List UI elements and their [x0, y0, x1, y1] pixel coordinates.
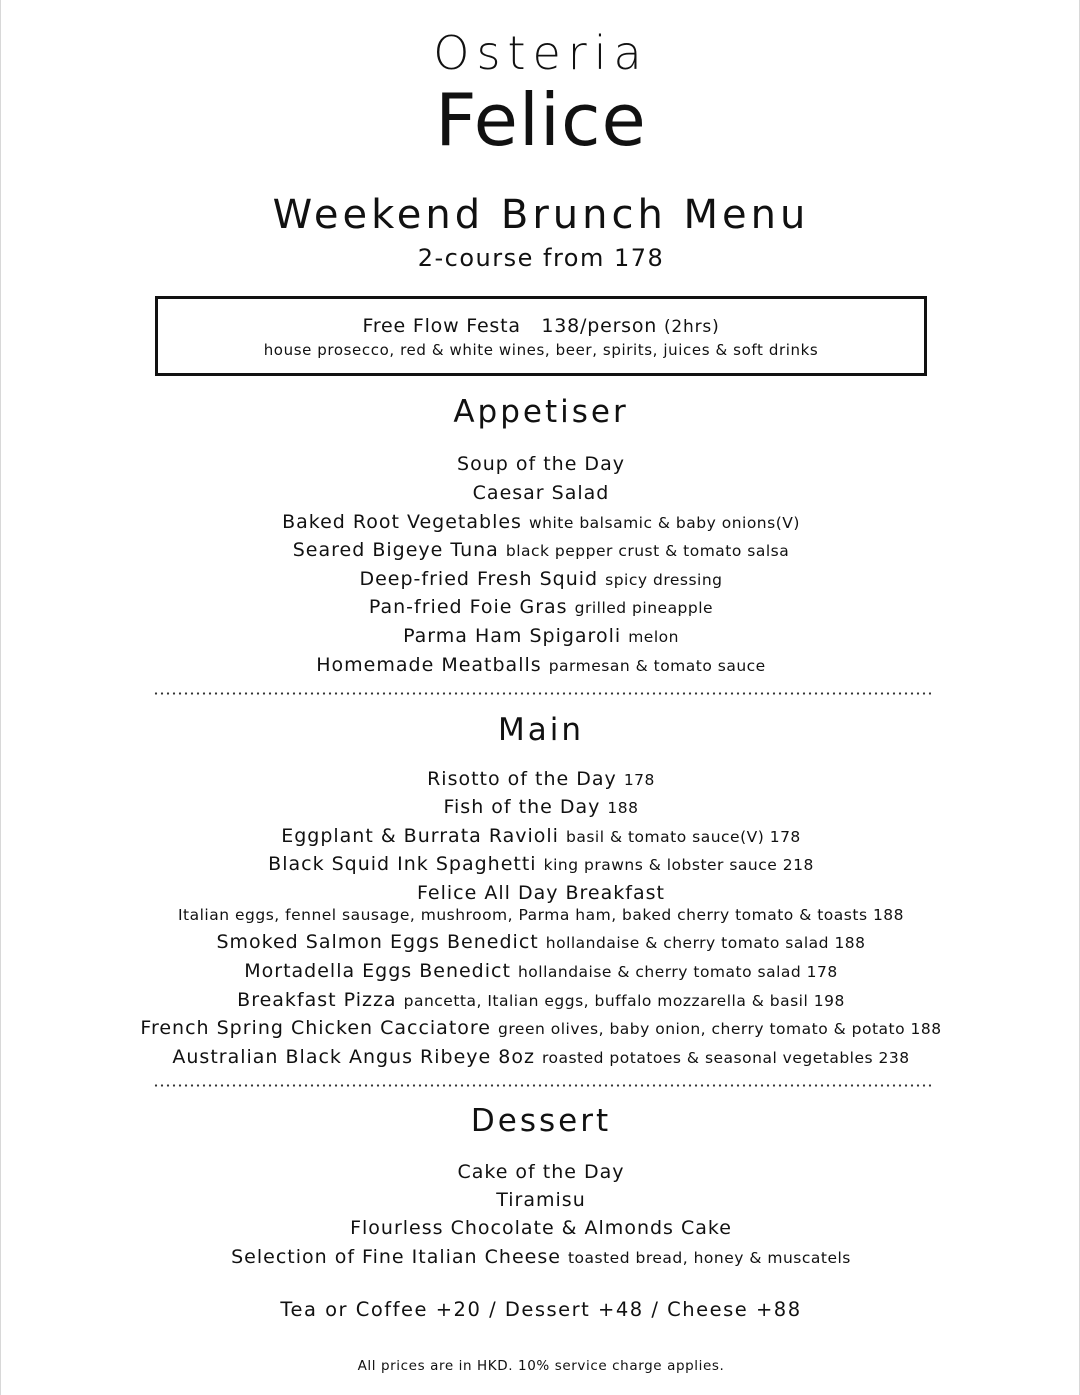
item-name: French Spring Chicken Cacciatore [140, 1017, 491, 1039]
menu-item [1, 565, 1080, 594]
free-flow-duration: (2hrs) [664, 317, 720, 337]
add-ons-line: Tea or Coffee +20 / Dessert +48 / Cheese +88 [280, 1298, 802, 1321]
menu-item [1, 1158, 1080, 1186]
free-flow-description: house prosecco, red & white wines, beer, spirits, juices & soft drinks [263, 341, 819, 359]
menu-item [1, 1014, 1080, 1043]
menu-item [1, 957, 1080, 986]
menu-item [1, 593, 1080, 622]
item-name: Breakfast Pizza [237, 989, 397, 1011]
item-name: Cake of the Day [457, 1161, 625, 1183]
item-description: parmesan & tomato sauce [548, 657, 766, 675]
menu-item [1, 479, 1080, 507]
brand-name-line1: Osteria [433, 26, 649, 80]
item-description: melon [628, 628, 679, 646]
brand-name-line2: Felice [435, 78, 647, 162]
item-price: 178 [623, 771, 655, 789]
section-title-appetiser: Appetiser [453, 394, 629, 430]
footer-note: All prices are in HKD. 10% service charge applies. [357, 1358, 725, 1374]
item-description: basil & tomato sauce(V) 178 [566, 828, 801, 846]
item-name: Mortadella Eggs Benedict [244, 960, 511, 982]
menu-item [1, 536, 1080, 565]
item-description: white balsamic & baby onions(V) [529, 514, 800, 532]
item-name: Parma Ham Spigaroli [403, 625, 622, 647]
section-title-main: Main [497, 712, 584, 748]
item-description: roasted potatoes & seasonal vegetables 238 [541, 1049, 910, 1067]
item-name: Deep-fried Fresh Squid [359, 568, 599, 590]
menu-item [1, 508, 1080, 537]
menu-item [1, 1214, 1080, 1242]
menu-item [1, 651, 1080, 680]
item-name: Tiramisu [496, 1189, 586, 1211]
item-name: Baked Root Vegetables [282, 511, 522, 533]
item-description: pancetta, Italian eggs, buffalo mozzarella & basil 198 [403, 992, 845, 1010]
free-flow-price: 138/person [541, 315, 658, 337]
item-name: Flourless Chocolate & Almonds Cake [350, 1217, 732, 1239]
item-name: Pan-fried Foie Gras [368, 596, 568, 618]
menu-item [1, 622, 1080, 651]
item-name: Black Squid Ink Spaghetti [268, 853, 537, 875]
item-name: Fish of the Day [443, 796, 601, 818]
item-name: Selection of Fine Italian Cheese [231, 1246, 561, 1268]
menu-item [1, 986, 1080, 1015]
menu-item [1, 765, 1080, 794]
item-description: black pepper crust & tomato salsa [505, 542, 790, 560]
menu-item [1, 928, 1080, 957]
dotted-divider [153, 692, 931, 695]
item-description: green olives, baby onion, cherry tomato & potato 188 [498, 1020, 942, 1038]
item-description: spicy dressing [605, 571, 723, 589]
menu-item [1, 850, 1080, 879]
menu-item [1, 1243, 1080, 1272]
menu-item [1, 793, 1080, 822]
item-description: hollandaise & cherry tomato salad 178 [517, 963, 838, 981]
menu-subtitle: 2-course from 178 [417, 244, 665, 272]
item-description: king prawns & lobster sauce 218 [543, 856, 814, 874]
item-description: grilled pineapple [574, 599, 714, 617]
item-name: Caesar Salad [472, 482, 610, 504]
item-description: Italian eggs, fennel sausage, mushroom, Parma ham, baked cherry tomato & toasts 188 [177, 906, 905, 924]
item-name: Eggplant & Burrata Ravioli [281, 825, 559, 847]
section-title-dessert: Dessert [470, 1103, 612, 1139]
dotted-divider [153, 1084, 931, 1087]
item-description: hollandaise & cherry tomato salad 188 [545, 934, 866, 952]
item-name: Soup of the Day [457, 453, 625, 475]
item-name: Australian Black Angus Ribeye 8oz [172, 1046, 535, 1068]
item-description: toasted bread, honey & muscatels [567, 1249, 851, 1267]
menu-item [1, 822, 1080, 851]
item-name: Seared Bigeye Tuna [292, 539, 499, 561]
item-price: 188 [607, 799, 639, 817]
item-name: Smoked Salmon Eggs Benedict [216, 931, 539, 953]
menu-item [1, 1043, 1080, 1072]
free-flow-box [155, 296, 927, 376]
menu-item [1, 879, 1080, 907]
item-name: Felice All Day Breakfast [417, 882, 665, 904]
item-name: Homemade Meatballs [316, 654, 542, 676]
free-flow-name: Free Flow Festa [362, 315, 521, 337]
menu-item [1, 1186, 1080, 1214]
menu-item [1, 450, 1080, 478]
free-flow-heading [158, 315, 924, 337]
menu-title: Weekend Brunch Menu [272, 192, 810, 238]
item-name: Risotto of the Day [427, 768, 617, 790]
